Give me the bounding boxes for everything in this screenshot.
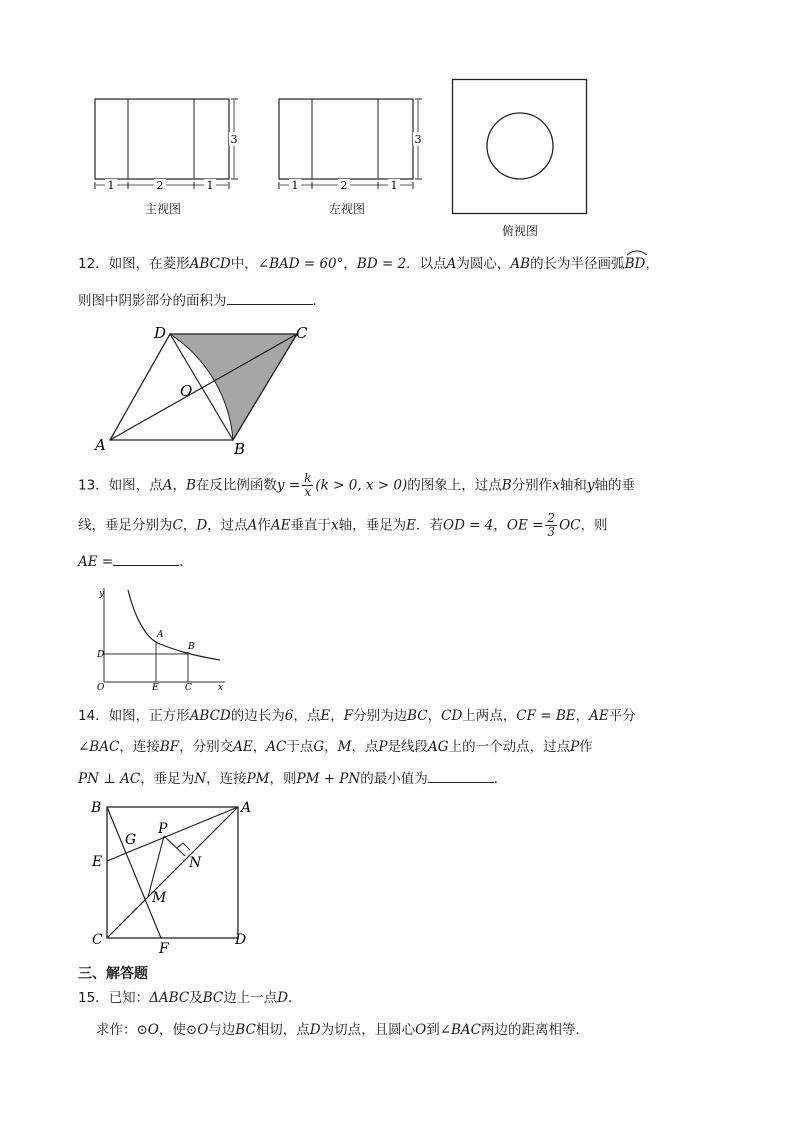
square-label-f: F (159, 941, 169, 956)
q12-line2: 则图中阴影部分的面积为 ． (78, 290, 718, 311)
rhombus-label-b: B (234, 440, 246, 458)
q14-line3: PN ⊥ AC，垂足为N，连接PM，则PM + PN的最小值为 ． (78, 768, 718, 789)
inverse-function-graph (90, 582, 230, 692)
rhombus-label-d: D (154, 324, 167, 342)
q15-number: 15． (78, 990, 109, 1006)
rhombus-figure (92, 320, 322, 458)
rhombus-label-c: C (296, 324, 308, 342)
rhombus-label-a: A (95, 436, 106, 454)
graph-label-o: O (97, 683, 105, 692)
graph-label-c: C (185, 683, 192, 692)
q14-line2: ∠BAC，连接BF，分别交AE，AC于点G，M，点P是线段AG上的一个动点，过点P作 (78, 739, 593, 755)
q12-answer-blank[interactable] (227, 290, 313, 305)
square-label-n: N (189, 855, 202, 871)
arc-bd: BD (625, 254, 646, 274)
q14-number: 14． (78, 708, 109, 724)
square-label-g: G (125, 832, 137, 848)
q13-line2: 线，垂足分别为C，D，过点A作AE垂直于x轴，垂足为E．若OD = 4，OE = $\frac{2}{3}$ OC，则 (78, 511, 608, 539)
front-dim-height: 3 (230, 133, 238, 146)
graph-label-x: x (218, 683, 224, 692)
front-dim-left: 1 (107, 179, 115, 192)
q13-answer-blank[interactable] (113, 551, 179, 566)
q13-fraction-k-over-x: $\frac{k}{x}$ (304, 471, 312, 499)
square-label-b: B (91, 800, 102, 816)
q13-fraction-two-thirds: $\frac{2}{3}$ (547, 511, 556, 539)
graph-label-d: D (97, 650, 105, 660)
side-view-caption: 左视图 (328, 202, 365, 216)
square-figure (88, 796, 258, 956)
q14-answer-blank[interactable] (428, 768, 494, 783)
front-dim-middle: 2 (156, 179, 164, 192)
side-dim-height: 3 (414, 133, 422, 146)
q12-number: 12． (78, 256, 109, 272)
section-3-title: 三、解答题 (78, 966, 148, 982)
front-view-caption: 主视图 (144, 202, 181, 216)
side-dim-left: 1 (291, 179, 299, 192)
top-view-caption: 俯视图 (501, 224, 538, 238)
front-view-figure (88, 94, 248, 194)
q15-line1: 15．已知：ΔABC及BC边上一点D． (78, 990, 302, 1006)
side-dim-right: 1 (390, 179, 398, 192)
graph-label-y: y (99, 589, 105, 599)
side-dim-middle: 2 (340, 179, 348, 192)
q15-line2: 求作：⊙O，使⊙O与边BC相切，点D为切点，且圆心O到∠BAC两边的距离相等． (96, 1022, 590, 1038)
q14-line1: 14．如图，正方形ABCD的边长为6，点E，F分别为边BC，CD上两点，CF = BE，AE平分 (78, 708, 636, 724)
side-view-figure (272, 94, 432, 194)
graph-label-a: A (157, 630, 164, 640)
rhombus-label-o: O (180, 382, 193, 400)
square-label-p: P (158, 821, 168, 837)
square-label-e: E (92, 854, 103, 870)
q13-line1: 13．如图，点A，B在反比例函数y = $\frac{k}{x}$ (k > 0, x > 0)的图象上，过点B分别作x轴和y轴的垂 (78, 471, 635, 499)
q13-line3: AE = ． (78, 551, 718, 572)
top-view-figure (451, 78, 589, 216)
q12-line1: 12．如图，在菱形ABCD中，∠BAD = 60°，BD = 2．以点A为圆心，AB的长为半径画弧 BD， (78, 254, 718, 274)
square-label-c: C (92, 932, 103, 948)
square-label-d: D (235, 932, 247, 948)
q13-number: 13． (78, 477, 109, 494)
graph-label-b: B (188, 642, 195, 652)
front-dim-right: 1 (206, 179, 214, 192)
square-label-m: M (152, 890, 167, 906)
graph-label-e: E (152, 683, 159, 692)
square-label-a: A (241, 800, 252, 816)
